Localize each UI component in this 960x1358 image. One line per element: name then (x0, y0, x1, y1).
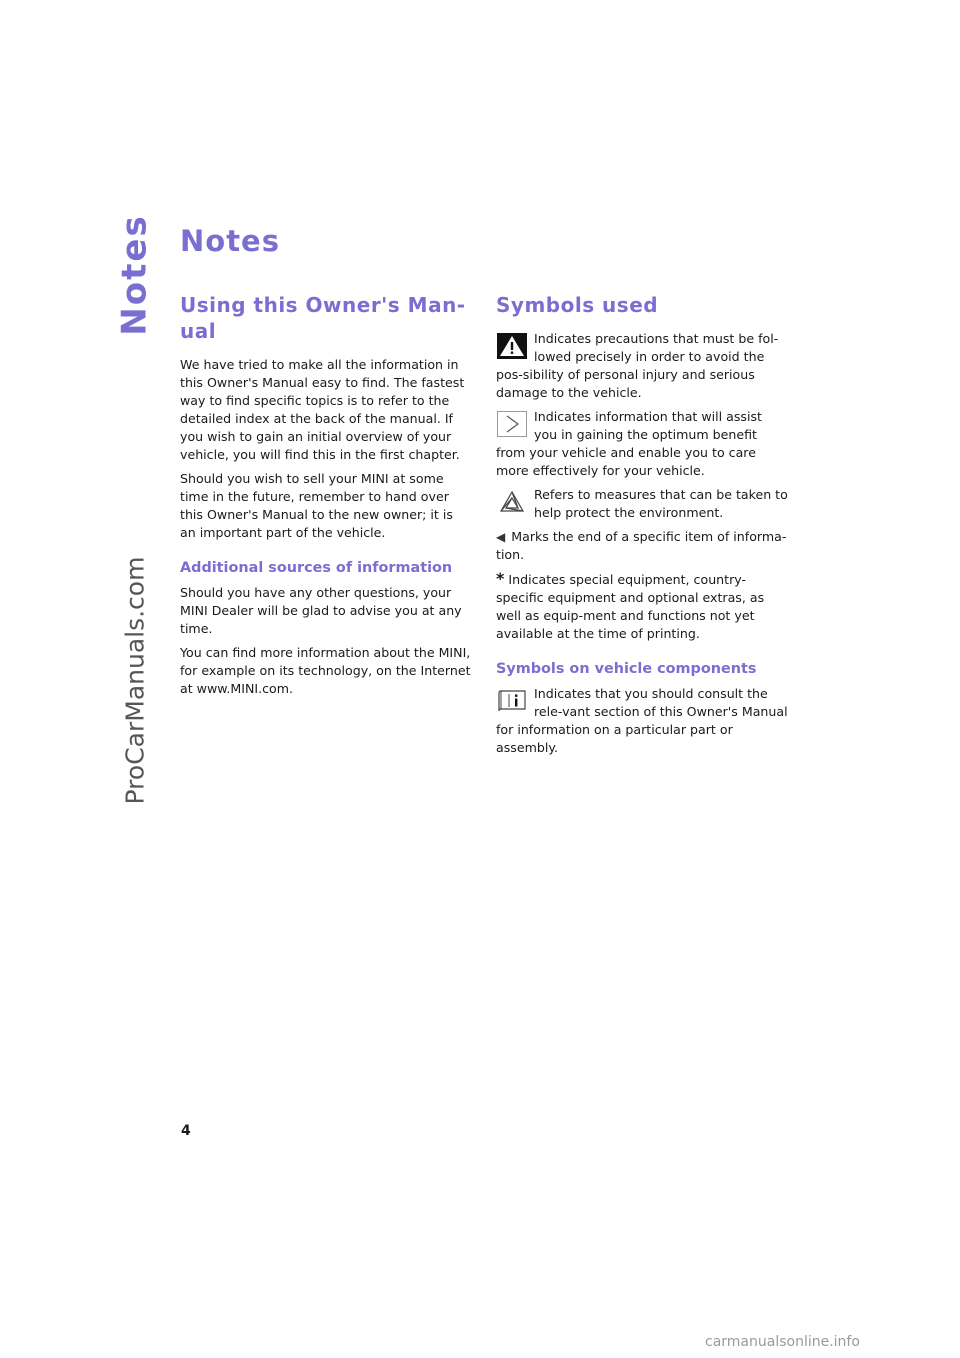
subheading-vehicle-components: Symbols on vehicle components (496, 661, 757, 677)
symbol-text: Indicates that you should consult the rele-vant section of this Owner's Manual for information on a particular part or assembly. (496, 686, 788, 755)
page-number: 4 (181, 1123, 191, 1139)
warning-triangle-icon (496, 332, 528, 360)
recycle-icon (496, 488, 528, 516)
play-arrow-icon (496, 410, 528, 438)
symbol-item-environment (496, 486, 788, 522)
right-column (496, 292, 788, 763)
side-watermark-text: ProCarManuals.com (120, 556, 150, 804)
page-title: Notes (180, 224, 280, 258)
bottom-watermark: carmanualsonline.info (705, 1334, 860, 1350)
symbol-text: Indicates information that will assist you in gaining the optimum benefit from your vehicle and enable you to care more effectively for your vehicle. (496, 409, 762, 478)
side-tab-label: Notes (115, 214, 155, 336)
left-column (180, 292, 472, 704)
end-marker-text: Marks the end of a specific item of informa-tion. (496, 529, 787, 562)
book-info-icon (496, 687, 528, 715)
side-watermark (90, 556, 180, 804)
symbol-item-info (496, 408, 788, 480)
asterisk-note (496, 570, 788, 643)
paragraph: You can find more information about the MINI, for example on its technology, on the Internet at www.MINI.com. (180, 645, 471, 696)
end-marker-note (496, 528, 788, 564)
subheading-additional-sources: Additional sources of information (180, 560, 453, 576)
end-marker-icon: ◀ (496, 530, 506, 544)
paragraph: We have tried to make all the information in this Owner's Manual easy to find. The fastest way to find specific topics is to refer to the detailed index at the back of the manual. If you wish to gain an initial overview of your vehicle, you will find this in the first chapter. (180, 357, 465, 462)
paragraph: Should you wish to sell your MINI at some time in the future, remember to hand over this Owner's Manual to the new owner; it is an important part of the vehicle. (180, 471, 453, 540)
side-tab (100, 205, 170, 345)
asterisk-text: Indicates special equipment, country-specific equipment and optional extras, as well as equip-ment and functions not yet available at the time of printing. (496, 572, 765, 641)
symbol-text: Refers to measures that can be taken to help protect the environment. (534, 487, 788, 520)
paragraph: Should you have any other questions, your MINI Dealer will be glad to advise you at any time. (180, 585, 462, 636)
symbol-item-component (496, 685, 788, 757)
section-heading-using-manual: Using this Owner's Man-ual (180, 293, 466, 343)
symbol-item-warning (496, 330, 788, 402)
symbol-text: Indicates precautions that must be fol-lowed precisely in order to avoid the pos-sibility of personal injury and serious damage to the vehicle. (496, 331, 779, 400)
asterisk-icon: * (496, 569, 505, 588)
section-heading-symbols-used: Symbols used (496, 293, 659, 317)
